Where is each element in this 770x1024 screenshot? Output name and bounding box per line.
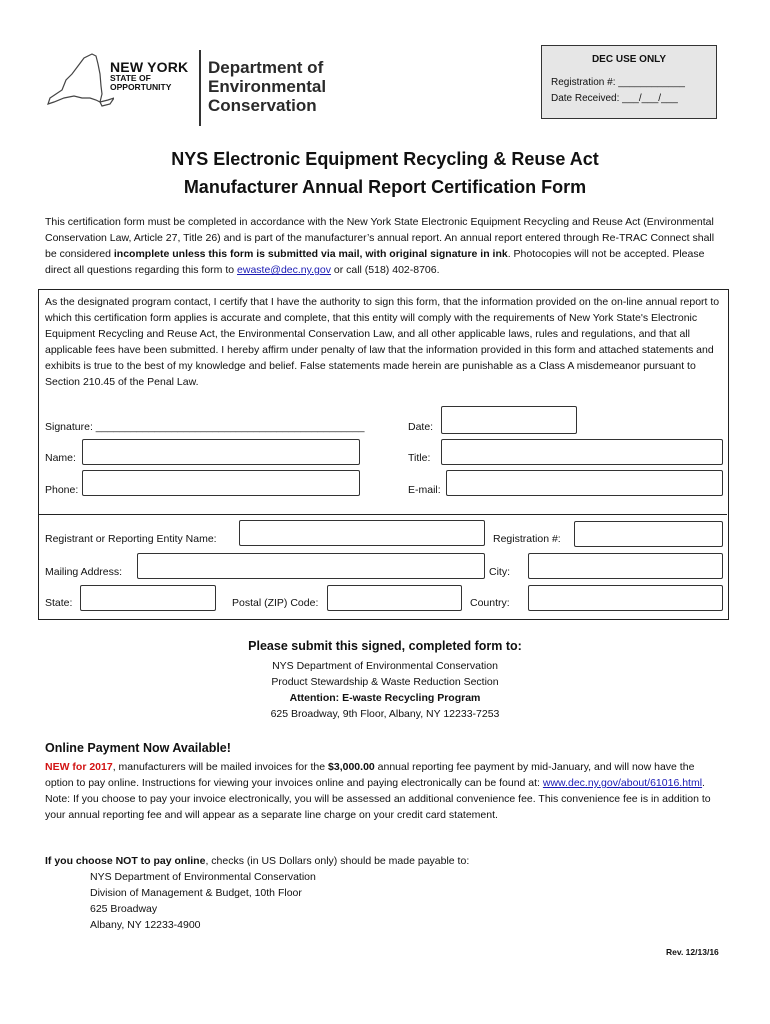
signature-label: Signature: ______________________________________________ xyxy=(45,421,365,433)
logo-dept-line1: Department of xyxy=(208,58,324,77)
submit-heading: Please submit this signed, completed form to: xyxy=(248,639,522,653)
certification-statement: As the designated program contact, I certify that I have the authority to sign this form, that the information provided on the on-line annual report to which this certification form applies is accurate and complete, that this entity will comply with the requirements of New York State's Electronic Equipment Recycling and Reuse Act, the Environmental Conservation Law, and all other applicable laws, rules and regulations, and that all applicable fees have been submitted. I hereby affirm under penalty of law that the information provided in this form and attached statements and exhibits is true to the best of my knowledge and belief. False statements made herein are punishable as a Class A misdemeanor pursuant to Section 210.45 of the Penal Law. xyxy=(45,296,720,388)
check-address-line2: Division of Management & Budget, 10th Floor xyxy=(90,887,302,899)
state-field[interactable] xyxy=(80,585,216,611)
check-address-line1: NYS Department of Environmental Conservation xyxy=(90,871,316,883)
submit-line4: 625 Broadway, 9th Floor, Albany, NY 12233-7253 xyxy=(270,708,500,720)
email-field[interactable] xyxy=(446,470,723,496)
dec-use-only-title: DEC USE ONLY xyxy=(591,54,667,65)
payment-text-2: annual reporting fee payment by mid-January, and will now have the option to pay online. Instructions for viewing your invoices online and paying electronically can be found at: xyxy=(45,761,695,789)
logo-ny-sub1: STATE OF xyxy=(110,73,151,83)
mailing-address-field[interactable] xyxy=(137,553,485,579)
date-label: Date: xyxy=(408,421,434,433)
form-title-line1: NYS Electronic Equipment Recycling & Reuse Act xyxy=(171,149,599,169)
date-field[interactable] xyxy=(441,406,577,434)
name-field[interactable] xyxy=(82,439,360,465)
name-label: Name: xyxy=(45,452,76,464)
online-payment-heading: Online Payment Now Available! xyxy=(45,741,231,755)
payment-instructions-link[interactable]: www.dec.ny.gov/about/61016.html xyxy=(542,777,703,789)
section-divider xyxy=(38,514,727,515)
phone-field[interactable] xyxy=(82,470,360,496)
ewaste-email-link[interactable]: ewaste@dec.ny.gov xyxy=(237,264,331,276)
logo-ny-text: NEW YORK xyxy=(110,59,189,75)
new-york-state-map-icon xyxy=(44,50,114,112)
dec-registration-line: Registration #: ____________ xyxy=(551,77,685,88)
submit-line1: NYS Department of Environmental Conservation xyxy=(272,660,498,672)
city-label: City: xyxy=(489,566,510,578)
logo-divider xyxy=(199,50,201,126)
registration-number-field[interactable] xyxy=(574,521,723,547)
zip-field[interactable] xyxy=(327,585,462,611)
logo-dept-line2: Environmental xyxy=(208,77,327,96)
email-label: E-mail: xyxy=(408,484,441,496)
intro-text-3: or call (518) 402-8706. xyxy=(330,264,440,276)
not-online-bold: If you choose NOT to pay online xyxy=(45,855,206,867)
country-label: Country: xyxy=(470,597,510,609)
logo-ny-sub2: OPPORTUNITY xyxy=(110,82,172,92)
revision-date: Rev. 12/13/16 xyxy=(666,947,719,957)
check-address-line3: 625 Broadway xyxy=(90,903,158,915)
fee-amount: $3,000.00 xyxy=(328,761,375,773)
nysdec-logo xyxy=(44,48,344,128)
check-address-line4: Albany, NY 12233-4900 xyxy=(90,919,201,931)
title-label: Title: xyxy=(408,452,431,464)
intro-bold-text: incomplete unless this form is submitted via mail, with original signature in ink xyxy=(113,248,508,260)
payment-paragraph xyxy=(45,759,725,823)
new-for-2017-label: NEW for 2017 xyxy=(45,761,113,773)
logo-dept-line3: Conservation xyxy=(208,96,317,115)
mailing-address-label: Mailing Address: xyxy=(45,566,123,578)
form-title-line2: Manufacturer Annual Report Certification Form xyxy=(183,177,587,197)
payment-text-3: . Note: If you choose to pay your invoice electronically, you will be assessed an additional convenience fee. This convenience fee is in addition to your annual reporting fee and will appear as a separate line charge on your credit card statement. xyxy=(45,777,711,821)
registrant-label: Registrant or Reporting Entity Name: xyxy=(45,533,217,545)
city-field[interactable] xyxy=(528,553,723,579)
submit-line3: Attention: E-waste Recycling Program xyxy=(289,692,481,704)
not-online-text: , checks (in US Dollars only) should be made payable to: xyxy=(205,855,470,867)
submit-line2: Product Stewardship & Waste Reduction Section xyxy=(271,676,499,688)
phone-label: Phone: xyxy=(45,484,79,496)
intro-text-2: . Photocopies will not be accepted. Please direct all questions regarding this form to xyxy=(45,248,705,276)
zip-label: Postal (ZIP) Code: xyxy=(232,597,319,609)
dec-use-only-box xyxy=(541,45,717,119)
payment-text-1: , manufacturers will be mailed invoices for the xyxy=(112,761,329,773)
registrant-name-field[interactable] xyxy=(239,520,485,546)
not-online-paragraph xyxy=(45,853,725,869)
country-field[interactable] xyxy=(528,585,723,611)
title-field[interactable] xyxy=(441,439,723,465)
state-label: State: xyxy=(45,597,73,609)
intro-text-1: This certification form must be completed in accordance with the New York State Electronic Equipment Recycling and Reuse Act (Environmental Conservation Law, Article 27, Title 26) and is part of the manufacturer’s annual report. An annual report entered through Re-TRAC Connect shall be considered xyxy=(45,216,715,260)
intro-paragraph xyxy=(45,214,725,278)
registration-label: Registration #: xyxy=(493,533,561,545)
dec-date-received-line: Date Received: ___/___/___ xyxy=(551,93,678,104)
